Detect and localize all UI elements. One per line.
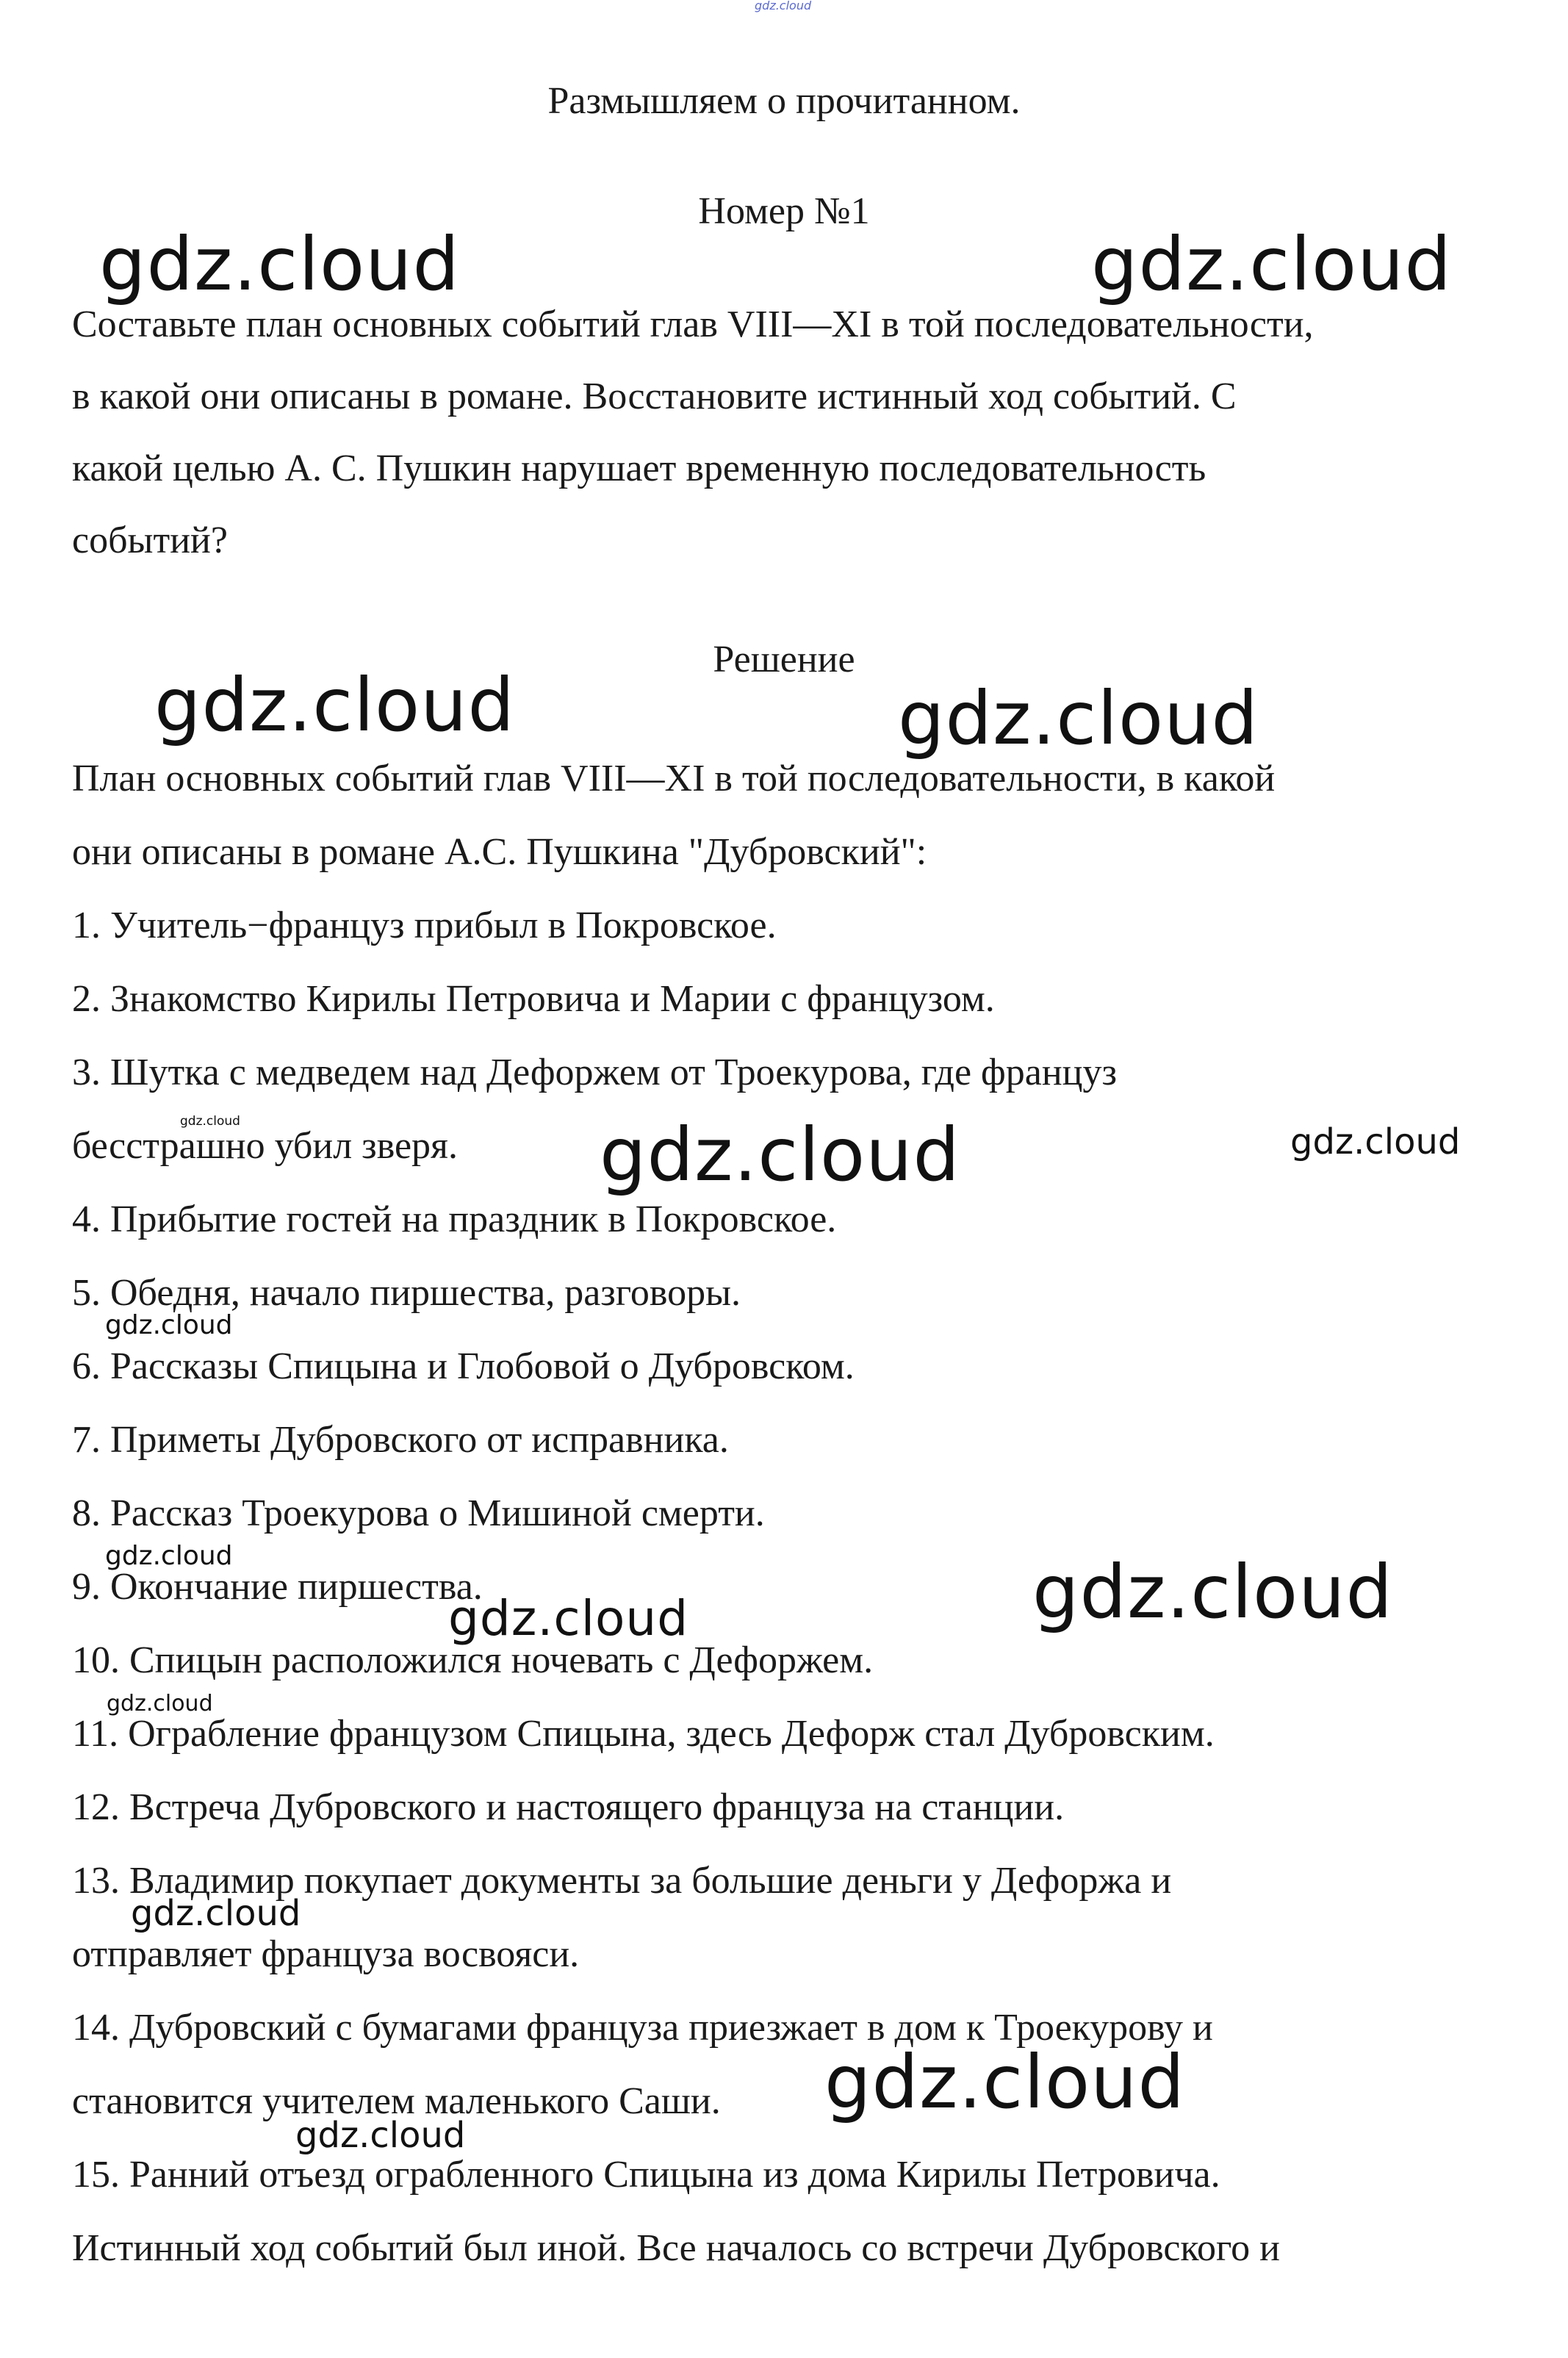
plan-line: становится учителем маленького Саши.: [72, 2080, 721, 2122]
watermark: gdz.cloud: [898, 675, 1259, 761]
question-line: какой целью А. С. Пушкин нарушает временную последовательность: [72, 447, 1206, 489]
task-number: Номер №1: [698, 190, 870, 232]
plan-line: 5. Обедня, начало пиршества, разговоры.: [72, 1272, 741, 1314]
watermark: gdz.cloud: [105, 1541, 233, 1571]
watermark: gdz.cloud: [448, 1590, 689, 1647]
watermark: gdz.cloud: [1290, 1121, 1461, 1162]
intro-line: они описаны в романе А.С. Пушкина "Дубровский":: [72, 831, 927, 873]
question-line: в какой они описаны в романе. Восстановите истинный ход событий. С: [72, 375, 1237, 417]
watermark: gdz.cloud: [105, 1310, 233, 1340]
plan-line: 15. Ранний отъезд ограбленного Спицына из дома Кирилы Петровича.: [72, 2154, 1220, 2196]
plan-line: 3. Шутка с медведем над Дефоржем от Троекурова, где француз: [72, 1052, 1118, 1093]
plan-line: 12. Встреча Дубровского и настоящего француза на станции.: [72, 1786, 1065, 1828]
watermark: gdz.cloud: [154, 662, 516, 748]
plan-line: 11. Ограбление французом Спицына, здесь Дефорж стал Дубровским.: [72, 1713, 1215, 1755]
watermark: gdz.cloud: [824, 2039, 1186, 2125]
question-line: событий?: [72, 520, 228, 561]
plan-line: 4. Прибытие гостей на праздник в Покровское.: [72, 1198, 837, 1240]
plan-line: отправляет француза восвояси.: [72, 1933, 580, 1975]
section-title: Размышляем о прочитанном.: [547, 80, 1021, 122]
question-line: Составьте план основных событий глав VIII—XI в той последовательности,: [72, 303, 1314, 345]
plan-line: 8. Рассказ Троекурова о Мишиной смерти.: [72, 1492, 765, 1534]
plan-line: 10. Спицын расположился ночевать с Дефоржем.: [72, 1639, 874, 1681]
watermark: gdz.cloud: [107, 1691, 213, 1717]
plan-line: 7. Приметы Дубровского от исправника.: [72, 1419, 729, 1461]
conclusion-line: Истинный ход событий был иной. Все началось со встречи Дубровского и: [72, 2227, 1280, 2269]
intro-line: План основных событий глав VIII—XI в той последовательности, в какой: [72, 758, 1276, 799]
plan-line: 9. Окончание пиршества.: [72, 1566, 483, 1608]
header-watermark: gdz.cloud: [755, 0, 812, 12]
plan-line: бесстрашно убил зверя.: [72, 1125, 458, 1167]
watermark: gdz.cloud: [1032, 1549, 1394, 1635]
watermark: gdz.cloud: [295, 2115, 466, 2156]
watermark: gdz.cloud: [180, 1114, 240, 1129]
plan-line: 13. Владимир покупает документы за большие деньги у Дефоржа и: [72, 1860, 1172, 1902]
watermark: gdz.cloud: [1091, 221, 1453, 307]
solution-heading: Решение: [713, 639, 855, 680]
plan-line: 6. Рассказы Спицына и Глобовой о Дубровском.: [72, 1345, 855, 1387]
plan-line: 1. Учитель−француз прибыл в Покровское.: [72, 905, 777, 946]
watermark: gdz.cloud: [131, 1893, 301, 1934]
watermark: gdz.cloud: [600, 1112, 961, 1198]
plan-line: 14. Дубровский с бумагами француза приезжает в дом к Троекурову и: [72, 2007, 1213, 2049]
watermark: gdz.cloud: [99, 221, 461, 307]
plan-line: 2. Знакомство Кирилы Петровича и Марии с французом.: [72, 978, 995, 1020]
